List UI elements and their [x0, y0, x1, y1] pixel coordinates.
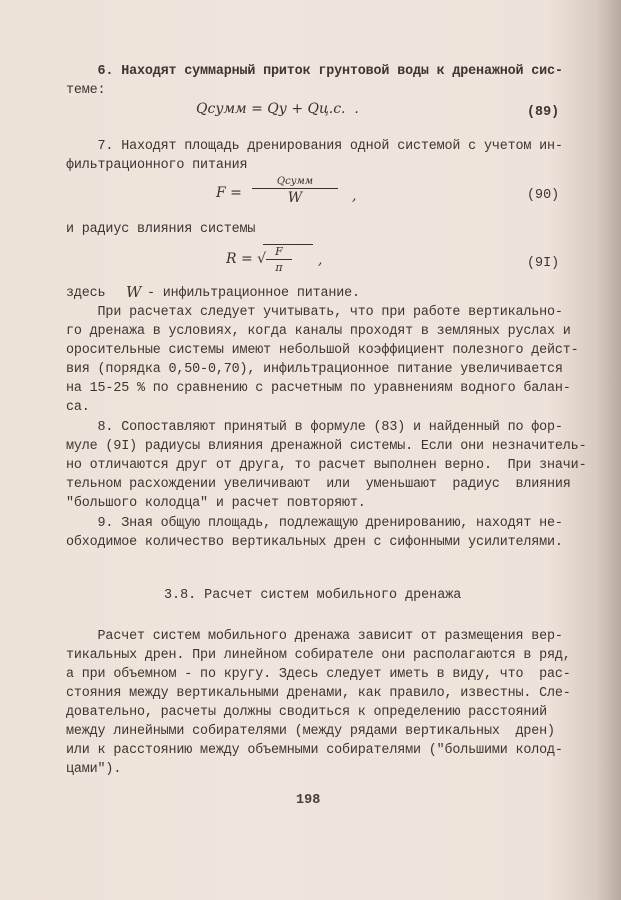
eq-number-90: (90)	[527, 188, 560, 203]
step8-line-3: но отличаются друг от друга, то расчет выполнен верно. При значи-	[66, 458, 587, 473]
section-line-8: цами").	[66, 762, 122, 777]
formula-90-comma: ,	[352, 188, 357, 204]
step8-line-2: муле (9I) радиусы влияния дренажной системы. Если они незначитель-	[66, 439, 587, 454]
step6-line-1: 6. Находят суммарный приток грунтовой воды к дренажной сис-	[66, 64, 563, 79]
formula-89: Qсумм = Qу + Qц.с. .	[196, 101, 359, 117]
note-line-4: вия (порядка 0,50-0,70), инфильтрационное питание увеличивается	[66, 362, 563, 377]
fraction-bar	[266, 259, 292, 260]
note-line-2: го дренажа в условиях, когда каналы проходят в земляных руслах и	[66, 324, 571, 339]
section-heading: 3.8. Расчет систем мобильного дренажа	[164, 588, 462, 603]
note-line-5: на 15-25 % по сравнению с расчетным по уравнениям водного балан-	[66, 381, 571, 396]
formula-90-lhs: F =	[216, 185, 242, 201]
eq-number-91: (9I)	[527, 256, 560, 271]
formula-91-comma: ,	[318, 252, 323, 268]
step8-line-5: "большого колодца" и расчет повторяют.	[66, 496, 366, 511]
section-line-6: между линейными собирателями (между рядами вертикальных дрен)	[66, 724, 555, 739]
note-line-3: оросительные системы имеют небольшой коэффициент полезного дейст-	[66, 343, 579, 358]
step6-line-2: теме:	[66, 83, 106, 98]
note-line-6: са.	[66, 400, 90, 415]
formula-90-denominator: W	[287, 190, 303, 206]
radius-intro: и радиус влияния системы	[66, 222, 256, 237]
formula-91-denominator: π	[275, 261, 283, 274]
section-line-3: а при объемном - по кругу. Здесь следует иметь в виду, что рас-	[66, 667, 571, 682]
where-symbol: W	[126, 283, 142, 301]
formula-91-fraction	[266, 245, 292, 274]
step7-line-1: 7. Находят площадь дренирования одной системой с учетом ин-	[66, 139, 563, 154]
formula-91-lhs: R = √	[226, 251, 267, 267]
where-suffix: - инфильтрационное питание.	[147, 286, 360, 301]
note-line-1: При расчетах следует учитывать, что при работе вертикально-	[66, 305, 563, 320]
formula-90-fraction	[252, 176, 338, 206]
step7-line-2: фильтрационного питания	[66, 158, 248, 173]
section-line-1: Расчет систем мобильного дренажа зависит от размещения вер-	[66, 629, 563, 644]
step8-line-1: 8. Сопоставляют принятый в формуле (83) и найденный по фор-	[66, 420, 563, 435]
section-line-2: тикальных дрен. При линейном собирателе они располагаются в ряд,	[66, 648, 571, 663]
section-line-4: стояния между вертикальными дренами, как правило, известны. Сле-	[66, 686, 571, 701]
section-line-7: или к расстоянию между объемными собирателями ("большими колод-	[66, 743, 563, 758]
section-line-5: довательно, расчеты должны сводиться к определению расстояний	[66, 705, 548, 720]
fraction-bar	[252, 188, 338, 189]
step9-line-1: 9. Зная общую площадь, подлежащую дренированию, находят не-	[66, 516, 563, 531]
formula-90-numerator: Qсумм	[276, 176, 314, 187]
step9-line-2: обходимое количество вертикальных дрен с сифонными усилителями.	[66, 535, 563, 550]
page-number: 198	[296, 793, 321, 808]
step8-line-4: тельном расхождении увеличивают или уменьшают радиус влияния	[66, 477, 571, 492]
where-prefix: здесь	[66, 286, 106, 301]
formula-91-numerator: F	[275, 245, 283, 258]
eq-number-89: (89)	[527, 105, 560, 120]
